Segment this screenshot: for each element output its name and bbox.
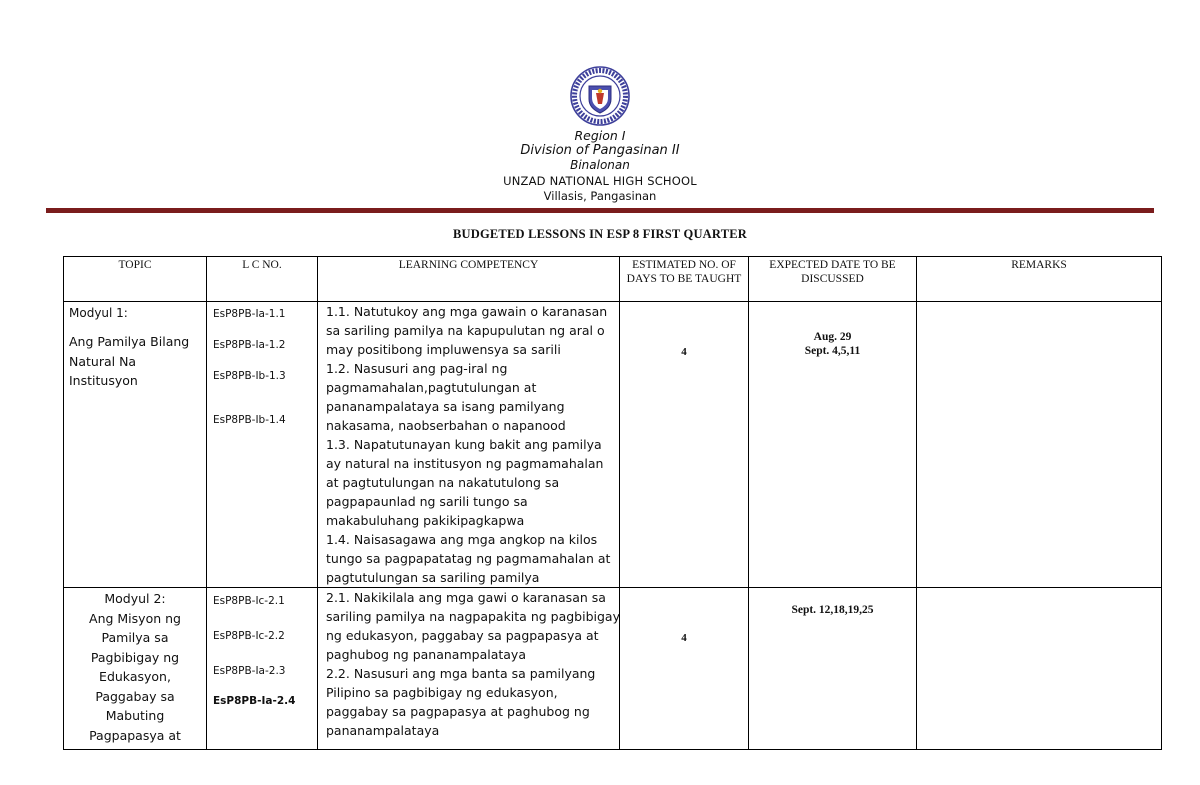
competency-line: Pilipino sa pagbibigay ng edukasyon, [326, 685, 558, 700]
expected-date: Aug. 29 [813, 331, 852, 343]
table-row [64, 302, 1162, 588]
competency-cell [318, 302, 620, 588]
lc-code: EsP8PB-Ia-1.1 [213, 308, 286, 320]
competency-line: pananampalataya sa isang pamilyang [326, 399, 565, 414]
module-title: Ang Pamilya Bilang Natural Na Institusyon [69, 334, 190, 388]
competency-line: 1.1. Natutukoy ang mga gawain o karanasan [326, 304, 608, 319]
competency-line: ng edukasyon, paggabay sa pagpapasya at [326, 628, 599, 643]
module-title-line: Paggabay sa [95, 688, 175, 704]
topic-cell [64, 302, 207, 588]
table-header-row [64, 257, 1162, 302]
col-header-days: ESTIMATED NO. OF DAYS TO BE TAUGHT [620, 257, 749, 302]
module-title-line: Pagbibigay ng [90, 649, 180, 665]
module-label: Modyul 2: [104, 591, 166, 606]
expected-date: Sept. 12,18,19,25 [791, 604, 874, 616]
competency-line: nakasama, naobserbahan o napanood [326, 418, 566, 433]
remarks-cell [917, 588, 1162, 750]
competency-line: 1.2. Nasusuri ang pag-iral ng [326, 361, 508, 376]
school-location: Villasis, Pangasinan [543, 189, 657, 203]
lc-code: EsP8PB-Ic-2.1 [213, 595, 285, 607]
competency-line: makabuluhang pakikipagkapwa [326, 513, 525, 528]
competency-line: 1.3. Napatutunayan kung bakit ang pamilya [326, 437, 602, 452]
competency-line: at pagtutulungan na nakatutulong sa [326, 475, 560, 490]
competency-line: ay natural na institusyon ng pagmamahalan [326, 456, 604, 471]
table-row [64, 588, 1162, 750]
lc-cell [207, 302, 318, 588]
competency-line: pagtutulungan sa sariling pamilya [326, 570, 540, 585]
letterhead [0, 66, 1200, 204]
competency-line: pagpapaunlad ng sarili tungo sa [326, 494, 528, 509]
competency-line: tungo sa pagpapatatag ng pagmamahalan at [326, 551, 611, 566]
lc-code: EsP8PB-Ia-1.2 [213, 339, 286, 351]
competency-line: 1.4. Naisasagawa ang mga angkop na kilos [326, 532, 598, 547]
competency-line: 2.2. Nasusuri ang mga banta sa pamilyang [326, 666, 596, 681]
competency-line: 2.1. Nakikilala ang mga gawi o karanasan sa [326, 590, 606, 605]
competency-line: paghubog ng pananampalataya [326, 647, 526, 662]
module-title-line: Mabuting [105, 708, 165, 723]
lc-code: EsP8PB-Ia-2.4 [213, 695, 296, 707]
module-title-line: Edukasyon, [99, 669, 171, 684]
col-header-date: EXPECTED DATE TO BE DISCUSSED [749, 257, 917, 302]
header-divider [46, 208, 1154, 213]
module-title-line: Ang Misyon ng [89, 610, 181, 626]
town-label: Binalonan [570, 158, 630, 172]
lc-code: EsP8PB-Ia-2.3 [213, 665, 286, 677]
days-cell: 4 [620, 302, 749, 588]
division-label: Division of Pangasinan II [520, 143, 680, 158]
col-header-lc-no: L C NO. [207, 257, 318, 302]
days-cell: 4 [620, 588, 749, 750]
module-title-line: Pamilya sa [101, 630, 169, 645]
competency-cell [318, 588, 620, 750]
lc-cell [207, 588, 318, 750]
lc-code: EsP8PB-Ic-2.2 [213, 630, 285, 642]
competency-line: sariling pamilya na nagpapakita ng pagbibigay [326, 609, 620, 624]
competency-line: pananampalataya [326, 723, 440, 738]
module-title-line: Pagpapasya at [89, 727, 181, 743]
module-label: Modyul 1: [69, 306, 128, 320]
col-header-topic: TOPIC [64, 257, 207, 302]
competency-line: may positibong impluwensya sa sarili [326, 342, 561, 357]
budget-table [63, 256, 1162, 750]
deped-seal-icon [570, 66, 630, 126]
topic-cell [64, 588, 207, 750]
date-cell [749, 302, 917, 588]
col-header-remarks: REMARKS [917, 257, 1162, 302]
col-header-competency: LEARNING COMPETENCY [318, 257, 620, 302]
document-title: BUDGETED LESSONS IN ESP 8 FIRST QUARTER [452, 227, 748, 241]
competency-line: sa sariling pamilya na kapupulutan ng aral o [326, 323, 605, 338]
lc-code: EsP8PB-Ib-1.4 [213, 414, 286, 426]
competency-line: paggabay sa pagpapasya at paghubog ng [326, 704, 590, 719]
remarks-cell [917, 302, 1162, 588]
region-label: Region I [574, 128, 626, 143]
expected-date: Sept. 4,5,11 [804, 345, 861, 357]
competency-line: pagmamahalan,pagtutulungan at [326, 380, 537, 395]
lc-code: EsP8PB-Ib-1.3 [213, 370, 286, 382]
date-cell [749, 588, 917, 750]
school-name: UNZAD NATIONAL HIGH SCHOOL [503, 174, 697, 188]
